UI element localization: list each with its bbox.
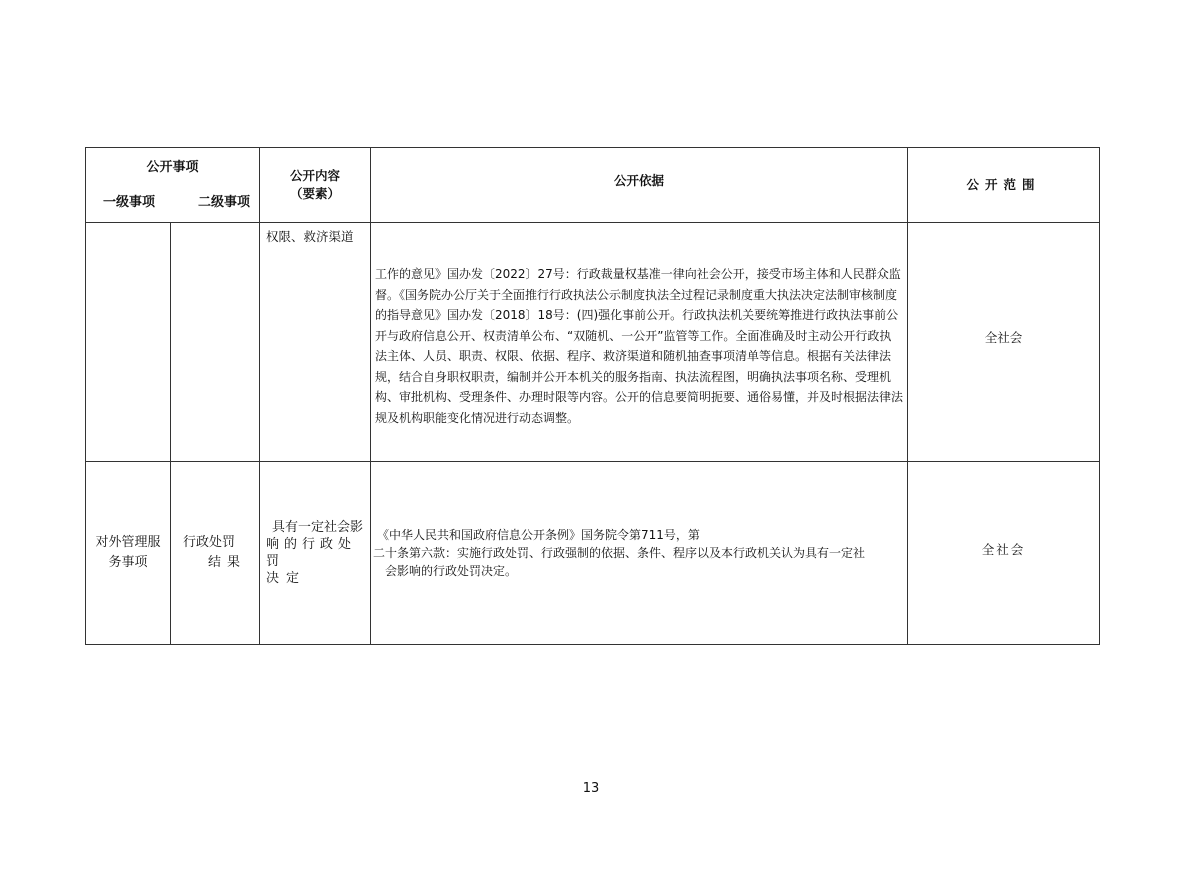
header-level2-label: 二级事项	[198, 195, 251, 210]
header-group-label: 公开事项	[146, 160, 199, 175]
header-scope-label: 公开范围	[966, 177, 1041, 192]
header-content-label: 公开内容	[289, 168, 340, 183]
row1-level-cells	[86, 223, 260, 462]
header-content-cell	[260, 148, 371, 223]
row2-basis	[371, 526, 907, 580]
row1-level2-cell	[171, 223, 259, 461]
row2-content-line1: 具有一定社会影	[272, 520, 364, 535]
row1-scope: 全社会	[984, 330, 1023, 345]
row2-basis-line2: 二十条第六款：实施行政处罚、行政强制的依据、条件、程序以及本行政机关认为具有一定社	[373, 546, 866, 560]
table-row	[86, 462, 1100, 645]
row2-level1-cell	[86, 462, 171, 644]
row1-level1-cell	[86, 223, 171, 461]
row2-content	[260, 519, 370, 587]
row1-scope-cell	[908, 223, 1100, 462]
disclosure-table	[85, 147, 1100, 645]
row2-level2-cell	[171, 462, 259, 644]
row2-level-cells	[86, 462, 260, 645]
header-group-cell	[86, 148, 260, 223]
table-header-row	[86, 148, 1100, 223]
row2-level2-line1: 行政处罚	[183, 535, 236, 550]
row2-basis-cell	[371, 462, 908, 645]
row1-basis-cell	[371, 223, 908, 462]
row1-basis: 工作的意见》国办发〔2022〕27号：行政裁量权基准一律向社会公开，接受市场主体和人民群众监督。《国务院办公厅关于全面推行行政执法公示制度执法全过程记录制度重大执法决定法制审核制度的指导意见》国办发〔2018〕18号：(四)强化事前公开。行政执法机关要统筹推进行政执法事前公开与政府信息公开、权责清单公布、“双随机、一公开”监管等工作。全面准确及时主动公开行政执法主体、人员、职责、权限、依据、程序、救济渠道和随机抽查事项清单等信息。根据有关法律法规，结合自身职权职责，编制并公开本机关的服务指南、执法流程图，明确执法事项名称、受理机构、审批机构、受理条件、办理时限等内容。公开的信息要简明扼要、通俗易懂，并及时根据法律法规及机构职能变化情况进行动态调整。	[375, 267, 904, 425]
row2-basis-line3: 会影响的行政处罚决定。	[385, 564, 518, 578]
header-basis-label: 公开依据	[613, 173, 664, 188]
row2-level2-line2: 结果	[208, 555, 247, 570]
row2-content-line2: 响的行政处罚	[266, 537, 357, 569]
header-content-sublabel: （要素）	[289, 186, 340, 201]
page-number: 13	[582, 781, 600, 796]
row1-content-cell	[260, 223, 371, 462]
row2-content-line3: 决定	[266, 571, 307, 586]
row2-basis-line1: 《中华人民共和国政府信息公开条例》国务院令第711号，第	[377, 528, 700, 542]
header-scope-cell	[908, 148, 1100, 223]
header-basis-cell	[371, 148, 908, 223]
row2-scope-cell	[908, 462, 1100, 645]
row2-scope: 全社会	[981, 542, 1026, 557]
row1-content: 权限、救济渠道	[266, 229, 354, 244]
row2-level2	[171, 533, 246, 573]
table-row	[86, 223, 1100, 462]
row2-content-cell	[260, 462, 371, 645]
header-level1-label: 一级事项	[103, 195, 156, 210]
row2-level1: 对外管理服务事项	[95, 535, 161, 570]
